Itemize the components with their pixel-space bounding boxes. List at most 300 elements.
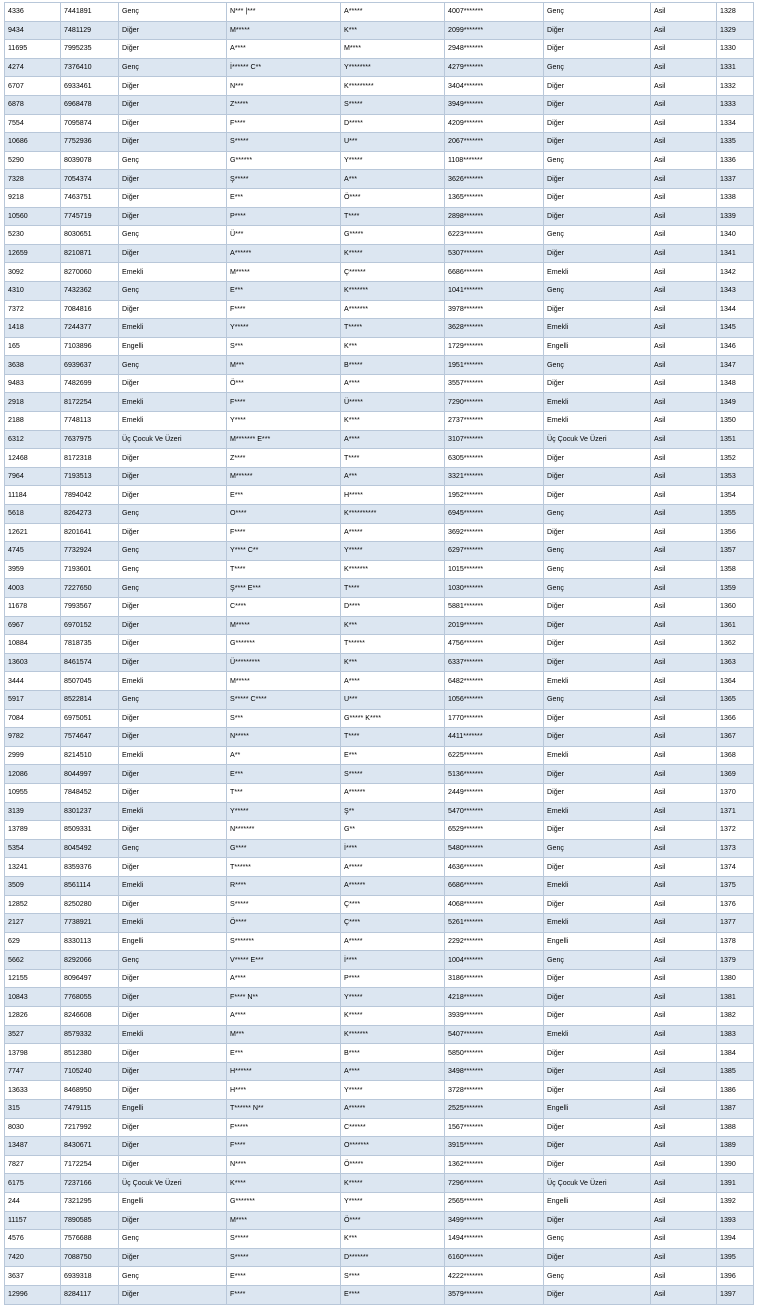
table-cell[interactable]: Diğer — [544, 114, 651, 133]
table-cell[interactable]: Asil — [651, 635, 717, 654]
table-cell[interactable]: Emekli — [544, 914, 651, 933]
table-cell[interactable]: 7321295 — [61, 1193, 119, 1212]
table-cell[interactable]: T**** — [341, 207, 445, 226]
table-cell[interactable]: 1389 — [717, 1137, 754, 1156]
table-cell[interactable]: 6933461 — [61, 77, 119, 96]
table-cell[interactable]: 7095874 — [61, 114, 119, 133]
table-cell[interactable]: 1366 — [717, 709, 754, 728]
table-cell[interactable]: 1353 — [717, 467, 754, 486]
table-cell[interactable]: 6878 — [5, 95, 61, 114]
table-cell[interactable]: Diğer — [119, 598, 227, 617]
table-cell[interactable]: Diğer — [544, 653, 651, 672]
table-cell[interactable]: 7827 — [5, 1155, 61, 1174]
table-cell[interactable]: İ****** C** — [227, 58, 341, 77]
table-cell[interactable]: Ç**** — [341, 914, 445, 933]
table-cell[interactable]: Genç — [119, 226, 227, 245]
table-cell[interactable]: 3509 — [5, 876, 61, 895]
table-cell[interactable]: 1346 — [717, 337, 754, 356]
table-row[interactable] — [5, 40, 754, 59]
table-cell[interactable]: E**** — [341, 1285, 445, 1304]
table-cell[interactable]: 1361 — [717, 616, 754, 635]
table-cell[interactable]: Diğer — [119, 40, 227, 59]
table-cell[interactable]: Genç — [544, 951, 651, 970]
table-cell[interactable]: Ö***** — [341, 1155, 445, 1174]
table-cell[interactable]: Asil — [651, 783, 717, 802]
table-cell[interactable]: 1359 — [717, 579, 754, 598]
table-row[interactable] — [5, 821, 754, 840]
table-cell[interactable]: Asil — [651, 690, 717, 709]
table-cell[interactable]: Emekli — [119, 263, 227, 282]
table-cell[interactable]: 6160******* — [445, 1248, 544, 1267]
table-cell[interactable]: Asil — [651, 616, 717, 635]
table-cell[interactable]: 4222******* — [445, 1267, 544, 1286]
table-cell[interactable]: N*** |*** — [227, 3, 341, 22]
table-row[interactable] — [5, 226, 754, 245]
table-cell[interactable]: 1369 — [717, 765, 754, 784]
table-cell[interactable]: 7993567 — [61, 598, 119, 617]
table-cell[interactable]: 8330113 — [61, 932, 119, 951]
table-cell[interactable]: 3949******* — [445, 95, 544, 114]
table-cell[interactable]: Diğer — [544, 467, 651, 486]
table-cell[interactable]: 1952******* — [445, 486, 544, 505]
table-cell[interactable]: 7738921 — [61, 914, 119, 933]
table-cell[interactable]: K*** — [341, 616, 445, 635]
table-cell[interactable]: Asil — [651, 207, 717, 226]
table-cell[interactable]: Asil — [651, 1174, 717, 1193]
table-cell[interactable]: 6939637 — [61, 356, 119, 375]
table-cell[interactable]: 1351 — [717, 430, 754, 449]
table-cell[interactable]: Diğer — [119, 783, 227, 802]
table-cell[interactable]: 1335 — [717, 133, 754, 152]
table-cell[interactable]: Emekli — [119, 802, 227, 821]
table-cell[interactable]: T*** — [227, 783, 341, 802]
table-cell[interactable]: K******* — [341, 1025, 445, 1044]
table-cell[interactable]: Genç — [119, 579, 227, 598]
table-cell[interactable]: A***** — [341, 3, 445, 22]
table-cell[interactable]: M******* E*** — [227, 430, 341, 449]
table-cell[interactable]: 7372 — [5, 300, 61, 319]
table-cell[interactable]: M**** — [341, 40, 445, 59]
table-cell[interactable]: Asil — [651, 1025, 717, 1044]
table-cell[interactable]: A**** — [341, 430, 445, 449]
table-cell[interactable]: 1333 — [717, 95, 754, 114]
table-row[interactable] — [5, 1230, 754, 1249]
table-cell[interactable]: 1391 — [717, 1174, 754, 1193]
table-cell[interactable]: 1381 — [717, 988, 754, 1007]
table-cell[interactable]: Genç — [544, 226, 651, 245]
table-cell[interactable]: 7420 — [5, 1248, 61, 1267]
table-cell[interactable]: 1345 — [717, 319, 754, 338]
table-cell[interactable]: 8561114 — [61, 876, 119, 895]
table-cell[interactable]: Asil — [651, 244, 717, 263]
table-cell[interactable]: 8039078 — [61, 151, 119, 170]
table-cell[interactable]: M**** — [227, 1211, 341, 1230]
table-cell[interactable]: Emekli — [544, 319, 651, 338]
table-cell[interactable]: 3404******* — [445, 77, 544, 96]
table-cell[interactable]: 6297******* — [445, 542, 544, 561]
table-cell[interactable]: 13603 — [5, 653, 61, 672]
table-cell[interactable]: 3959 — [5, 560, 61, 579]
table-cell[interactable]: 2948******* — [445, 40, 544, 59]
table-cell[interactable]: Asil — [651, 337, 717, 356]
table-cell[interactable]: Emekli — [544, 672, 651, 691]
table-cell[interactable]: A*** — [341, 467, 445, 486]
table-cell[interactable]: Engelli — [544, 337, 651, 356]
table-cell[interactable]: T****** — [341, 635, 445, 654]
table-cell[interactable]: Engelli — [119, 337, 227, 356]
table-cell[interactable]: 7432362 — [61, 281, 119, 300]
table-cell[interactable]: 8509331 — [61, 821, 119, 840]
table-cell[interactable]: E*** — [341, 746, 445, 765]
table-cell[interactable]: 7290******* — [445, 393, 544, 412]
table-cell[interactable]: M***** — [227, 616, 341, 635]
table-cell[interactable]: 12086 — [5, 765, 61, 784]
table-row[interactable] — [5, 560, 754, 579]
table-cell[interactable]: Diğer — [544, 988, 651, 1007]
table-cell[interactable]: 5480******* — [445, 839, 544, 858]
table-cell[interactable]: 8284117 — [61, 1285, 119, 1304]
table-cell[interactable]: Üç Çocuk Ve Üzeri — [544, 1174, 651, 1193]
table-cell[interactable]: Diğer — [544, 598, 651, 617]
table-cell[interactable]: 12826 — [5, 1007, 61, 1026]
table-cell[interactable]: 12621 — [5, 523, 61, 542]
table-cell[interactable]: 7193513 — [61, 467, 119, 486]
table-cell[interactable]: Asil — [651, 969, 717, 988]
table-row[interactable] — [5, 1137, 754, 1156]
table-cell[interactable]: Genç — [119, 560, 227, 579]
table-cell[interactable]: 5618 — [5, 505, 61, 524]
table-cell[interactable]: 7576688 — [61, 1230, 119, 1249]
table-cell[interactable]: A**** — [341, 672, 445, 691]
table-cell[interactable]: 1348 — [717, 374, 754, 393]
table-cell[interactable]: 7193601 — [61, 560, 119, 579]
table-cell[interactable]: Diğer — [544, 207, 651, 226]
table-cell[interactable]: 3939******* — [445, 1007, 544, 1026]
table-cell[interactable]: 1056******* — [445, 690, 544, 709]
table-cell[interactable]: 7105240 — [61, 1062, 119, 1081]
table-cell[interactable]: Genç — [119, 3, 227, 22]
table-cell[interactable]: Diğer — [119, 523, 227, 542]
table-cell[interactable]: 8522814 — [61, 690, 119, 709]
table-cell[interactable]: Asil — [651, 1155, 717, 1174]
table-cell[interactable]: Asil — [651, 1248, 717, 1267]
table-cell[interactable]: 1377 — [717, 914, 754, 933]
table-cell[interactable]: Diğer — [544, 821, 651, 840]
table-cell[interactable]: 3444 — [5, 672, 61, 691]
table-cell[interactable]: 1015******* — [445, 560, 544, 579]
table-cell[interactable]: Asil — [651, 114, 717, 133]
table-row[interactable] — [5, 21, 754, 40]
table-cell[interactable]: 7732924 — [61, 542, 119, 561]
table-cell[interactable]: Ü*** — [227, 226, 341, 245]
table-cell[interactable]: 7441891 — [61, 3, 119, 22]
table-cell[interactable]: A**** — [341, 1062, 445, 1081]
table-cell[interactable]: Asil — [651, 988, 717, 1007]
table-cell[interactable]: 7637975 — [61, 430, 119, 449]
table-cell[interactable]: Diğer — [119, 1007, 227, 1026]
table-cell[interactable]: 1395 — [717, 1248, 754, 1267]
table-cell[interactable]: Genç — [119, 356, 227, 375]
table-cell[interactable]: 11157 — [5, 1211, 61, 1230]
table-cell[interactable]: 7084 — [5, 709, 61, 728]
table-cell[interactable]: 9782 — [5, 728, 61, 747]
table-cell[interactable]: 12155 — [5, 969, 61, 988]
table-cell[interactable]: 1338 — [717, 188, 754, 207]
table-cell[interactable]: F**** — [227, 1285, 341, 1304]
table-cell[interactable]: U*** — [341, 690, 445, 709]
table-cell[interactable]: Z**** — [227, 449, 341, 468]
table-cell[interactable]: S*** — [227, 337, 341, 356]
table-cell[interactable]: 3499******* — [445, 1211, 544, 1230]
table-cell[interactable]: 1354 — [717, 486, 754, 505]
table-cell[interactable]: Diğer — [544, 765, 651, 784]
table-cell[interactable]: Asil — [651, 579, 717, 598]
table-cell[interactable]: Asil — [651, 653, 717, 672]
table-cell[interactable]: Emekli — [544, 876, 651, 895]
table-cell[interactable]: 6686******* — [445, 876, 544, 895]
table-cell[interactable]: Diğer — [119, 1155, 227, 1174]
table-cell[interactable]: M***** — [227, 21, 341, 40]
table-row[interactable] — [5, 1118, 754, 1137]
table-cell[interactable]: 629 — [5, 932, 61, 951]
table-cell[interactable]: 7894042 — [61, 486, 119, 505]
table-cell[interactable]: 3637 — [5, 1267, 61, 1286]
table-row[interactable] — [5, 356, 754, 375]
table-row[interactable] — [5, 616, 754, 635]
table-cell[interactable]: Diğer — [544, 300, 651, 319]
table-cell[interactable]: Ş***** — [227, 170, 341, 189]
table-cell[interactable]: 8172318 — [61, 449, 119, 468]
table-cell[interactable]: 1343 — [717, 281, 754, 300]
table-cell[interactable]: 1328 — [717, 3, 754, 22]
table-cell[interactable]: 6967 — [5, 616, 61, 635]
table-cell[interactable]: 6686******* — [445, 263, 544, 282]
table-cell[interactable]: Genç — [119, 505, 227, 524]
table-cell[interactable]: Asil — [651, 895, 717, 914]
table-cell[interactable]: 11678 — [5, 598, 61, 617]
table-cell[interactable]: Diğer — [544, 1211, 651, 1230]
table-cell[interactable]: Genç — [119, 1230, 227, 1249]
table-cell[interactable]: P**** — [227, 207, 341, 226]
table-row[interactable] — [5, 281, 754, 300]
table-cell[interactable]: 8264273 — [61, 505, 119, 524]
table-cell[interactable]: 8270060 — [61, 263, 119, 282]
table-cell[interactable]: Diğer — [544, 728, 651, 747]
table-cell[interactable]: 7217992 — [61, 1118, 119, 1137]
table-cell[interactable]: Asil — [651, 95, 717, 114]
table-row[interactable] — [5, 988, 754, 1007]
table-cell[interactable]: 7964 — [5, 467, 61, 486]
table-cell[interactable]: 6529******* — [445, 821, 544, 840]
table-cell[interactable]: 1396 — [717, 1267, 754, 1286]
table-cell[interactable]: 1004******* — [445, 951, 544, 970]
table-cell[interactable]: 1329 — [717, 21, 754, 40]
table-cell[interactable]: Asil — [651, 374, 717, 393]
table-cell[interactable]: 1336 — [717, 151, 754, 170]
table-cell[interactable]: 12659 — [5, 244, 61, 263]
table-cell[interactable]: Y**** C** — [227, 542, 341, 561]
table-cell[interactable]: 7463751 — [61, 188, 119, 207]
table-cell[interactable]: 8030651 — [61, 226, 119, 245]
table-cell[interactable]: Diğer — [544, 449, 651, 468]
table-cell[interactable]: E*** — [227, 486, 341, 505]
table-cell[interactable]: Ş**** E*** — [227, 579, 341, 598]
table-cell[interactable]: Genç — [119, 951, 227, 970]
table-cell[interactable]: Asil — [651, 1230, 717, 1249]
table-cell[interactable]: 1382 — [717, 1007, 754, 1026]
table-cell[interactable]: N***** — [227, 728, 341, 747]
table-cell[interactable]: Y***** — [341, 542, 445, 561]
table-cell[interactable]: O**** — [227, 505, 341, 524]
table-cell[interactable]: A**** — [227, 40, 341, 59]
table-cell[interactable]: A**** — [227, 969, 341, 988]
table-cell[interactable]: Asil — [651, 1211, 717, 1230]
table-cell[interactable]: Üç Çocuk Ve Üzeri — [544, 430, 651, 449]
table-cell[interactable]: H**** — [227, 1081, 341, 1100]
table-cell[interactable]: A***** — [341, 858, 445, 877]
table-row[interactable] — [5, 653, 754, 672]
table-cell[interactable]: Diğer — [544, 1155, 651, 1174]
table-cell[interactable]: T****** — [227, 858, 341, 877]
table-cell[interactable]: Emekli — [119, 393, 227, 412]
table-cell[interactable]: 1370 — [717, 783, 754, 802]
table-row[interactable] — [5, 1100, 754, 1119]
table-cell[interactable]: Emekli — [119, 746, 227, 765]
table-cell[interactable]: 244 — [5, 1193, 61, 1212]
table-row[interactable] — [5, 467, 754, 486]
table-cell[interactable]: 1347 — [717, 356, 754, 375]
table-row[interactable] — [5, 1062, 754, 1081]
table-cell[interactable]: Engelli — [544, 932, 651, 951]
table-cell[interactable]: Asil — [651, 598, 717, 617]
table-cell[interactable]: 7995235 — [61, 40, 119, 59]
table-cell[interactable]: Ö**** — [227, 914, 341, 933]
table-cell[interactable]: 8246608 — [61, 1007, 119, 1026]
table-cell[interactable]: 1385 — [717, 1062, 754, 1081]
table-cell[interactable]: 8468950 — [61, 1081, 119, 1100]
table-cell[interactable]: Ç**** — [341, 895, 445, 914]
table-cell[interactable]: F**** — [227, 393, 341, 412]
table-cell[interactable]: 7752936 — [61, 133, 119, 152]
table-cell[interactable]: 7479115 — [61, 1100, 119, 1119]
table-cell[interactable]: Genç — [544, 58, 651, 77]
table-cell[interactable]: G******* — [227, 635, 341, 654]
table-cell[interactable]: Asil — [651, 151, 717, 170]
table-cell[interactable]: İ**** — [341, 839, 445, 858]
table-cell[interactable]: U*** — [341, 133, 445, 152]
table-cell[interactable]: 8301237 — [61, 802, 119, 821]
table-cell[interactable]: 1362******* — [445, 1155, 544, 1174]
table-cell[interactable]: Asil — [651, 40, 717, 59]
table-row[interactable] — [5, 1155, 754, 1174]
table-cell[interactable]: 9483 — [5, 374, 61, 393]
table-cell[interactable]: 3498******* — [445, 1062, 544, 1081]
table-cell[interactable]: 6225******* — [445, 746, 544, 765]
table-cell[interactable]: 2127 — [5, 914, 61, 933]
table-row[interactable] — [5, 858, 754, 877]
table-row[interactable] — [5, 95, 754, 114]
table-cell[interactable]: 8461574 — [61, 653, 119, 672]
table-cell[interactable]: 4007******* — [445, 3, 544, 22]
table-cell[interactable]: G***** — [341, 226, 445, 245]
table-cell[interactable]: 1339 — [717, 207, 754, 226]
table-cell[interactable]: F**** — [227, 300, 341, 319]
table-cell[interactable]: K***** — [341, 244, 445, 263]
table-row[interactable] — [5, 374, 754, 393]
table-cell[interactable]: 10560 — [5, 207, 61, 226]
table-cell[interactable]: Genç — [544, 505, 651, 524]
table-cell[interactable]: Asil — [651, 133, 717, 152]
table-cell[interactable]: 1337 — [717, 170, 754, 189]
table-cell[interactable]: Ç****** — [341, 263, 445, 282]
table-cell[interactable]: Asil — [651, 560, 717, 579]
table-cell[interactable]: 13487 — [5, 1137, 61, 1156]
table-cell[interactable]: 8507045 — [61, 672, 119, 691]
table-cell[interactable]: Asil — [651, 765, 717, 784]
table-cell[interactable]: 7296******* — [445, 1174, 544, 1193]
table-cell[interactable]: Diğer — [544, 21, 651, 40]
table-cell[interactable]: 1365 — [717, 690, 754, 709]
table-cell[interactable]: 1392 — [717, 1193, 754, 1212]
table-cell[interactable]: Diğer — [119, 709, 227, 728]
table-cell[interactable]: Diğer — [119, 95, 227, 114]
table-cell[interactable]: D**** — [341, 598, 445, 617]
table-cell[interactable]: 3186******* — [445, 969, 544, 988]
table-cell[interactable]: 1387 — [717, 1100, 754, 1119]
table-cell[interactable]: 4274 — [5, 58, 61, 77]
table-cell[interactable]: Diğer — [119, 653, 227, 672]
table-cell[interactable]: 7574647 — [61, 728, 119, 747]
table-cell[interactable]: Diğer — [119, 1118, 227, 1137]
table-cell[interactable]: 1367 — [717, 728, 754, 747]
table-cell[interactable]: D***** — [341, 114, 445, 133]
table-cell[interactable]: 7747 — [5, 1062, 61, 1081]
table-cell[interactable]: Asil — [651, 1044, 717, 1063]
table-cell[interactable]: Diğer — [119, 821, 227, 840]
table-cell[interactable]: 6223******* — [445, 226, 544, 245]
table-cell[interactable]: Diğer — [544, 1285, 651, 1304]
table-cell[interactable]: 3638 — [5, 356, 61, 375]
table-cell[interactable]: 3626******* — [445, 170, 544, 189]
table-cell[interactable]: 1494******* — [445, 1230, 544, 1249]
table-cell[interactable]: Diğer — [119, 616, 227, 635]
table-cell[interactable]: Emekli — [119, 1025, 227, 1044]
table-cell[interactable]: Diğer — [119, 449, 227, 468]
table-cell[interactable]: 2898******* — [445, 207, 544, 226]
table-cell[interactable]: Asil — [651, 932, 717, 951]
table-cell[interactable]: 1363 — [717, 653, 754, 672]
table-row[interactable] — [5, 765, 754, 784]
table-cell[interactable]: Diğer — [544, 77, 651, 96]
table-cell[interactable]: 1397 — [717, 1285, 754, 1304]
table-row[interactable] — [5, 1007, 754, 1026]
table-cell[interactable]: Emekli — [119, 876, 227, 895]
table-cell[interactable]: 12996 — [5, 1285, 61, 1304]
table-cell[interactable]: 1380 — [717, 969, 754, 988]
table-cell[interactable]: Asil — [651, 1062, 717, 1081]
table-cell[interactable]: K*** — [341, 653, 445, 672]
table-cell[interactable]: 1373 — [717, 839, 754, 858]
table-cell[interactable]: 12468 — [5, 449, 61, 468]
table-cell[interactable]: K******* — [341, 560, 445, 579]
table-row[interactable] — [5, 1267, 754, 1286]
table-row[interactable] — [5, 188, 754, 207]
table-cell[interactable]: Asil — [651, 1285, 717, 1304]
table-cell[interactable]: 8201641 — [61, 523, 119, 542]
table-row[interactable] — [5, 895, 754, 914]
table-cell[interactable]: 2292******* — [445, 932, 544, 951]
table-cell[interactable]: Asil — [651, 914, 717, 933]
